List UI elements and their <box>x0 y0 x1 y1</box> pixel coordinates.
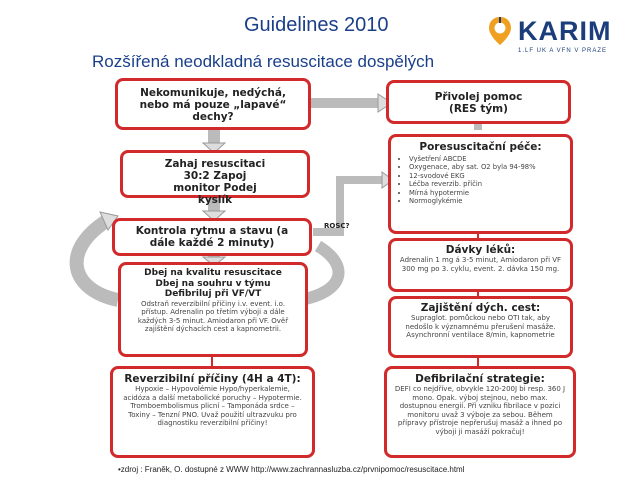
airway-box <box>388 296 573 358</box>
reversible-causes-title: Reverzibilní příčiny (4H a 4T): <box>124 373 301 385</box>
quality-text: Odstraň reverzibilní příčiny i.v. event. i.o. přístup. Adrenalin po třetím výboji a dále každých 3-5 minut. Amiodaron při VF. Ověř zajištění dýchacích cest a kapnometrii. <box>137 299 289 334</box>
list-item: • Oxygenace, aby sat. O2 byla 94-98% <box>409 163 570 171</box>
list-item: • Mírná hypotermie <box>409 189 570 197</box>
post-resuscitation-list <box>391 155 570 205</box>
call-help-box <box>386 80 571 124</box>
page-subtitle: Rozšířená neodkladná resuscitace dospělých <box>92 52 435 71</box>
defibrillation-title: Defibrilační strategie: <box>415 373 545 385</box>
defibrillation-box <box>384 366 576 458</box>
quality-box <box>118 262 308 357</box>
list-item: • 12-svodové EKG <box>409 172 570 180</box>
list-item: • Léčba reverzib. příčin <box>409 180 570 188</box>
call-help-sub: (RES tým) <box>449 103 508 115</box>
logo-subtext: 1.LF UK A VFN V PRAZE <box>518 48 608 54</box>
start-cpr-title: Zahaj resuscitaci 30:2 Zapoj monitor Podej kyslík <box>164 158 266 206</box>
list-item: • Vyšetření ABCDE <box>409 155 570 163</box>
quality-title: Dbej na kvalitu resuscitace Dbej na souhru v týmu Defibriluj při VF/VT <box>144 268 282 299</box>
drug-doses-box <box>388 238 573 292</box>
rhythm-check-box <box>112 218 312 256</box>
unresponsive-box <box>115 78 311 130</box>
page-title: Guidelines 2010 <box>244 14 389 36</box>
source-footer: •zdroj : Franěk, O. dostupné z WWW http://www.zachrannasluzba.cz/prvnipomoc/resuscitace.html <box>118 465 465 474</box>
airway-text: Supraglot. pomůckou nebo OTI tak, aby nedošlo k významnému přerušení masáže. Asynchronní ventilace 8/min, kapnometrie <box>405 314 556 340</box>
rosc-label: ROSC? <box>324 222 350 230</box>
list-item: • Normoglykémie <box>409 197 570 205</box>
airway-title: Zajištění dých. cest: <box>420 302 541 314</box>
call-help-title: Přivolej pomoc <box>434 91 523 103</box>
drug-doses-title: Dávky léků: <box>445 244 516 256</box>
post-resuscitation-box <box>388 134 573 234</box>
logo-text: KARIM <box>518 16 612 46</box>
reversible-causes-text: Hypoxie – Hypovolémie Hypo/hyperkalemie, acidóza a další metabolické poruchy – Hypotermie. Tromboembolismus plicní – Tamponáda srdce – Toxiny – Tenzní PNO. Uvaž použití ultrazvuku pro diagnostiku reverzibilní příčiny! <box>123 385 302 428</box>
drug-doses-text: Adrenalin 1 mg á 3-5 minut, Amiodaron při VF 300 mg po 3. cyklu, event. 2. dávka 150 mg. <box>399 256 562 273</box>
defibrillation-text: DEFI co nejdříve, obvykle 120-200J bi resp. 360 J mono. Opak. výboj stejnou, nebo max. dostupnou energií. Při vzniku fibrilace v pozici monitoru uvaž 3 výboje za sebou. Během přípravy přístroje nepřerušuj masáž a ihned po výboji ji masáží pokračuj! <box>394 385 566 436</box>
start-cpr-box <box>120 150 310 206</box>
unresponsive-title: Nekomunikuje, nedýchá, nebo má pouze „lapavé“ dechy? <box>139 87 287 123</box>
rhythm-check-title: Kontrola rytmu a stavu (a dále každé 2 minuty) <box>135 225 289 249</box>
reversible-causes-box <box>110 366 315 458</box>
post-resuscitation-title: Poresuscitační péče: <box>419 141 542 153</box>
